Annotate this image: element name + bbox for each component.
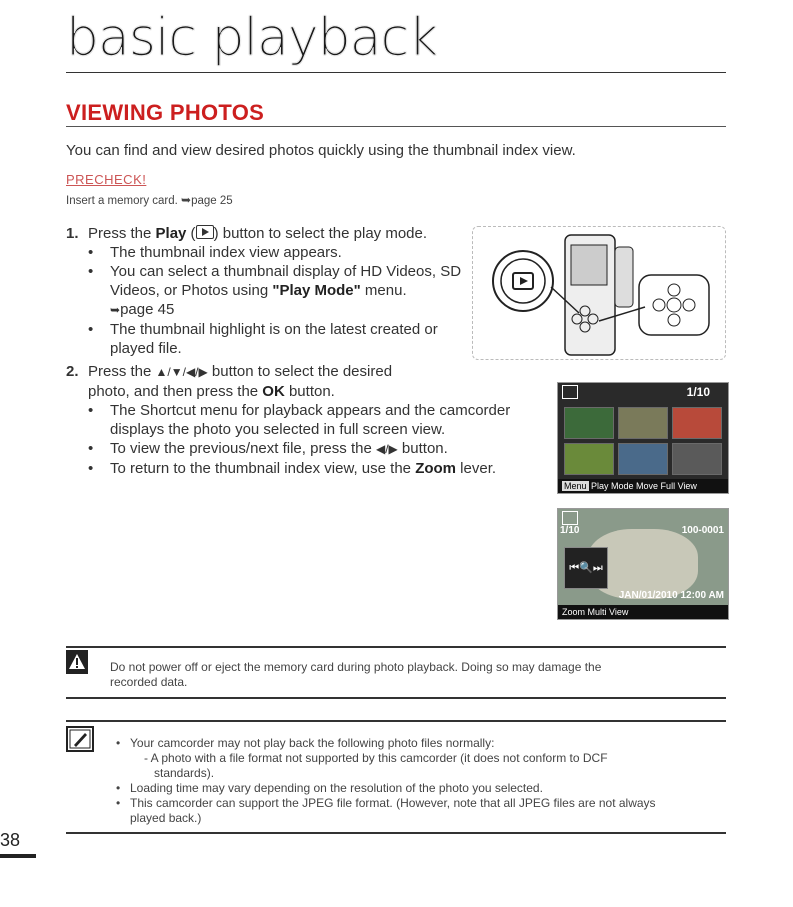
step-2-bullet-2-post: button. — [397, 440, 448, 457]
step-2-ok-bold: OK — [262, 383, 285, 400]
note-1-sub-cont: standards). — [154, 766, 215, 780]
precheck-text — [66, 193, 233, 207]
step-2-bullet-3-pre: To return to the thumbnail index view, use the — [110, 460, 416, 477]
page-number-bar — [0, 854, 36, 858]
step-2-number: 2. — [66, 363, 79, 380]
warning-icon — [66, 650, 88, 674]
step-2-bullet-1b: displays the photo you selected in full screen view. — [110, 421, 446, 438]
note-3: This camcorder can support the JPEG file format. (However, note that all JPEG files are not always — [130, 796, 656, 810]
warning-text-line-2: recorded data. — [110, 675, 188, 689]
step-1-bullet-2: You can select a thumbnail display of HD Videos, SD Videos, or Photos using — [110, 263, 462, 299]
menu-tag: Menu — [564, 481, 587, 491]
left-right-icon: ◀/▶ — [375, 442, 398, 456]
notes-list: • Your camcorder may not play back the following photo files normally: - A photo with a file format not supported by this camcorder (it does not conform to DCF standards). • Loading time may vary depending on the resolution of the photo you selected. • This camcorder can support the JPEG file format. (However, note that all JPEG files are not always played back.) — [116, 736, 656, 825]
note-3-cont: played back.) — [130, 811, 202, 825]
step-1-number: 1. — [66, 225, 79, 242]
step-1-bullet-3: The thumbnail highlight is on the latest created or played file. — [110, 321, 438, 357]
thumbnail — [618, 407, 668, 439]
notes-top-rule — [66, 720, 726, 722]
thumbnail — [564, 407, 614, 439]
section-title: basic playback — [66, 8, 438, 68]
precheck-page-ref: page 25 — [191, 195, 233, 207]
warning-bottom-rule — [66, 697, 726, 699]
notes-bottom-rule — [66, 832, 726, 834]
step-2-bullet-3-post: lever. — [456, 460, 497, 477]
up-down-left-right-icon: ▲/▼/◀/▶ — [155, 365, 208, 379]
shortcut-bar — [558, 479, 728, 493]
precheck-instruction: Insert a memory card. — [66, 195, 178, 207]
step-2-text-post: button to select the desired — [207, 363, 393, 380]
step-1-text-post: button to select the play mode. — [218, 225, 428, 242]
thumbnail — [618, 443, 668, 475]
playback-shortcut-menu: ⏮🔍⏭ — [564, 547, 608, 589]
zoom-bar: Zoom Multi View — [558, 605, 729, 619]
step-1-bullet-2-post: menu. — [360, 282, 407, 299]
heading-rule — [66, 126, 726, 127]
note-pencil-icon — [66, 726, 94, 752]
play-button-icon — [196, 225, 214, 239]
camcorder-illustration — [472, 226, 726, 360]
note-1-sub: - A photo with a file format not supported by this camcorder (it does not conform to DCF — [144, 751, 608, 765]
arrow-icon: ➥ — [181, 193, 192, 207]
warning-text — [110, 660, 720, 690]
intro-text: You can find and view desired photos quickly using the thumbnail index view. — [66, 142, 576, 159]
step-1-bold: Play — [155, 225, 187, 242]
step-1: 1. Press the Play ( ) button to select the play mode. • The thumbnail index view appears. • You can select a thumbnail display of HD Videos, SD Videos, or Photos using "Play Mode" menu. ➥page 45 • The thumbnail highlight is on the latest created or played file. — [66, 225, 462, 357]
file-counter-left: 1/10 — [560, 525, 580, 536]
step-2-bullet-2-pre: To view the previous/next file, press the — [110, 440, 376, 457]
page-heading: VIEWING PHOTOS — [66, 100, 265, 125]
note-2: Loading time may vary depending on the resolution of the photo you selected. — [130, 781, 543, 795]
precheck-label: PRECHECK! — [66, 172, 147, 187]
date-time: JAN/01/2010 12:00 AM — [618, 590, 724, 601]
thumbnail-index-screen — [557, 382, 729, 494]
file-counter: 1/10 — [686, 385, 710, 399]
page-number: 38 — [0, 830, 21, 850]
full-screen-view — [557, 508, 729, 620]
shortcut-bar-text: Play Mode Move Full View — [591, 481, 697, 491]
step-1-text-pre: Press the — [88, 225, 156, 242]
thumbnail — [564, 443, 614, 475]
step-2-text-pre: Press the — [88, 363, 156, 380]
step-2-bullet-1a: The Shortcut menu for playback appears and the camcorder — [110, 402, 511, 419]
arrow-icon: ➥ — [110, 303, 121, 317]
note-1: Your camcorder may not play back the following photo files normally: — [130, 736, 495, 750]
step-1-page-ref: page 45 — [120, 301, 175, 318]
title-rule — [66, 72, 726, 73]
step-2: 2. Press the ▲/▼/◀/▶ button to select the desired photo, and then press the OK button. • The Shortcut menu for playback appears and the camcorder displays the photo you selected in full screen view. • To view the previous/next file, press the ◀/▶ button. • To return to the thumbnail index view, use the Zoom lever. — [66, 363, 511, 477]
warning-text-line-1: Do not power off or eject the memory card during photo playback. Doing so may damage the — [110, 660, 602, 674]
step-2-line2-pre: photo, and then press the — [88, 383, 263, 400]
camcorder-drawing — [473, 227, 725, 359]
warning-top-rule — [66, 646, 726, 648]
photo-mode-icon — [562, 385, 578, 399]
step-2-line2-post: button. — [284, 383, 335, 400]
step-1-bullet-1: The thumbnail index view appears. — [110, 244, 342, 261]
file-number: 100-0001 — [681, 525, 724, 536]
photo-mode-icon — [562, 511, 578, 525]
step-2-zoom-bold: Zoom — [415, 460, 457, 477]
step-1-bullet-2-bold: "Play Mode" — [272, 282, 361, 299]
thumbnail — [672, 443, 722, 475]
thumbnail — [672, 407, 722, 439]
